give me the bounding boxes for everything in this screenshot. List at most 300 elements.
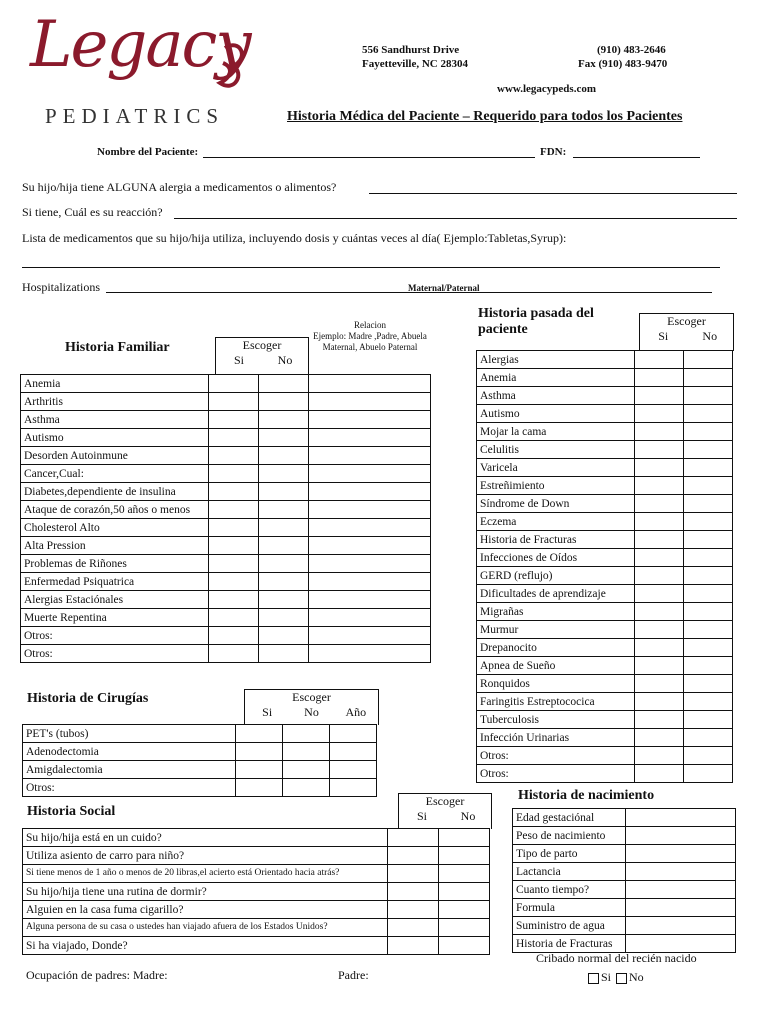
- pasada-item-label: Síndrome de Down: [477, 495, 635, 513]
- familiar-answer-cell[interactable]: [308, 555, 430, 573]
- familiar-item-label: Problemas de Riñones: [21, 555, 209, 573]
- cirugias-row: [23, 761, 377, 779]
- social-answer-cell[interactable]: [438, 901, 489, 919]
- nacimiento-row: [513, 917, 736, 935]
- nacimiento-answer-cell[interactable]: [626, 845, 736, 863]
- pasada-row: [477, 387, 733, 405]
- familiar-answer-cell[interactable]: [258, 627, 308, 645]
- social-answer-cell[interactable]: [387, 883, 438, 901]
- pasada-si: Si: [658, 329, 669, 343]
- familiar-answer-cell[interactable]: [308, 375, 430, 393]
- familiar-answer-cell[interactable]: [258, 447, 308, 465]
- pasada-item-label: Estreñimiento: [477, 477, 635, 495]
- social-row: [23, 847, 490, 865]
- nacimiento-row: [513, 899, 736, 917]
- nacimiento-table: [512, 808, 736, 953]
- familiar-row: [21, 627, 431, 645]
- pasada-row: [477, 567, 733, 585]
- pasada-item-label: Alergias: [477, 351, 635, 369]
- pasada-answer-cell[interactable]: [683, 729, 732, 747]
- pasada-row: [477, 549, 733, 567]
- cirugias-answer-cell[interactable]: [329, 779, 376, 797]
- pasada-item-label: Eczema: [477, 513, 635, 531]
- familiar-row: [21, 429, 431, 447]
- familiar-item-label: Cholesterol Alto: [21, 519, 209, 537]
- pasada-item-label: Tuberculosis: [477, 711, 635, 729]
- legacy-logo-script: Legacy: [30, 8, 250, 82]
- pasada-item-label: Otros:: [477, 747, 635, 765]
- familiar-answer-cell[interactable]: [258, 591, 308, 609]
- pasada-answer-cell[interactable]: [634, 567, 683, 585]
- cribado-no: No: [629, 970, 644, 984]
- familiar-answer-cell[interactable]: [258, 573, 308, 591]
- social-answer-cell[interactable]: [438, 865, 489, 883]
- pasada-row: [477, 675, 733, 693]
- familiar-answer-cell[interactable]: [258, 519, 308, 537]
- nacimiento-answer-cell[interactable]: [626, 935, 736, 953]
- relacion-example: Ejemplo: Madre ,Padre, Abuela Maternal, Abuelo Paternal: [313, 331, 427, 352]
- social-answer-cell[interactable]: [387, 865, 438, 883]
- pasada-answer-cell[interactable]: [683, 369, 732, 387]
- pasada-escoger-box: [639, 313, 734, 351]
- pasada-answer-cell[interactable]: [683, 639, 732, 657]
- familiar-row: [21, 555, 431, 573]
- pasada-answer-cell[interactable]: [683, 675, 732, 693]
- social-answer-cell[interactable]: [438, 829, 489, 847]
- pasada-answer-cell[interactable]: [634, 513, 683, 531]
- familiar-item-label: Anemia: [21, 375, 209, 393]
- pasada-answer-cell[interactable]: [683, 423, 732, 441]
- pasada-answer-cell[interactable]: [683, 351, 732, 369]
- fdn-label: FDN:: [540, 146, 567, 158]
- familiar-item-label: Diabetes,dependiente de insulina: [21, 483, 209, 501]
- familiar-item-label: Cancer,Cual:: [21, 465, 209, 483]
- pasada-answer-cell[interactable]: [634, 531, 683, 549]
- familiar-answer-cell[interactable]: [208, 519, 258, 537]
- nacimiento-item-label: Tipo de parto: [513, 845, 626, 863]
- pasada-answer-cell[interactable]: [634, 477, 683, 495]
- nacimiento-item-label: Lactancia: [513, 863, 626, 881]
- familiar-answer-cell[interactable]: [208, 645, 258, 663]
- familiar-row: [21, 483, 431, 501]
- cribado-si-checkbox[interactable]: [588, 973, 599, 984]
- nacimiento-row: [513, 809, 736, 827]
- pasada-answer-cell[interactable]: [634, 729, 683, 747]
- familiar-answer-cell[interactable]: [258, 609, 308, 627]
- nacimiento-item-label: Suministro de agua: [513, 917, 626, 935]
- social-answer-cell[interactable]: [438, 883, 489, 901]
- familiar-row: [21, 465, 431, 483]
- pasada-item-label: Murmur: [477, 621, 635, 639]
- pasada-escoger: Escoger: [667, 314, 706, 328]
- familiar-answer-cell[interactable]: [258, 375, 308, 393]
- social-table: [22, 828, 490, 955]
- familiar-answer-cell[interactable]: [308, 393, 430, 411]
- cirugias-answer-cell[interactable]: [329, 743, 376, 761]
- social-si: Si: [416, 809, 427, 823]
- social-answer-cell[interactable]: [387, 847, 438, 865]
- cirugias-si: Si: [262, 705, 273, 719]
- pasada-item-label: Otros:: [477, 765, 635, 783]
- pasada-item-label: Ronquidos: [477, 675, 635, 693]
- pasada-item-label: Migrañas: [477, 603, 635, 621]
- hosp-label: Hospitalizations: [22, 280, 100, 294]
- social-item-label: Su hijo/hija está en un cuido?: [23, 829, 388, 847]
- address-line1: 556 Sandhurst Drive: [362, 44, 460, 56]
- familiar-answer-cell[interactable]: [308, 519, 430, 537]
- familiar-item-label: Ataque de corazón,50 años o menos: [21, 501, 209, 519]
- social-no: No: [460, 809, 476, 823]
- familiar-answer-cell[interactable]: [208, 393, 258, 411]
- familiar-answer-cell[interactable]: [258, 483, 308, 501]
- familiar-answer-cell[interactable]: [208, 555, 258, 573]
- maternal-paternal-label: Maternal/Paternal: [408, 283, 480, 293]
- familiar-answer-cell[interactable]: [308, 429, 430, 447]
- pasada-answer-cell[interactable]: [683, 603, 732, 621]
- pasada-row: [477, 585, 733, 603]
- pasada-answer-cell[interactable]: [634, 603, 683, 621]
- pasada-answer-cell[interactable]: [634, 621, 683, 639]
- address-line2: Fayetteville, NC 28304: [362, 58, 468, 70]
- familiar-answer-cell[interactable]: [208, 537, 258, 555]
- social-row: [23, 937, 490, 955]
- social-answer-cell[interactable]: [387, 901, 438, 919]
- familiar-answer-cell[interactable]: [308, 483, 430, 501]
- cribado-si: Si: [601, 970, 612, 984]
- familiar-item-label: Alta Pression: [21, 537, 209, 555]
- familiar-escoger: Escoger: [242, 338, 282, 352]
- cirugias-answer-cell[interactable]: [329, 725, 376, 743]
- familiar-answer-cell[interactable]: [308, 501, 430, 519]
- cirugias-answer-cell[interactable]: [235, 779, 282, 797]
- pasada-row: [477, 765, 733, 783]
- social-row: [23, 919, 490, 937]
- familiar-answer-cell[interactable]: [258, 645, 308, 663]
- cribado-no-checkbox[interactable]: [616, 973, 627, 984]
- allergy-question: Su hijo/hija tiene ALGUNA alergia a medicamentos o alimentos?: [22, 180, 337, 194]
- pasada-answer-cell[interactable]: [683, 657, 732, 675]
- nacimiento-answer-cell[interactable]: [626, 881, 736, 899]
- nacimiento-row: [513, 881, 736, 899]
- familiar-answer-cell[interactable]: [208, 465, 258, 483]
- familiar-answer-cell[interactable]: [208, 483, 258, 501]
- page-title: Historia Médica del Paciente – Requerido para todos los Pacientes: [287, 109, 683, 124]
- pasada-item-label: Varicela: [477, 459, 635, 477]
- cirugias-answer-cell[interactable]: [235, 761, 282, 779]
- pasada-row: [477, 513, 733, 531]
- familiar-answer-cell[interactable]: [258, 537, 308, 555]
- pasada-answer-cell[interactable]: [683, 585, 732, 603]
- pasada-row: [477, 405, 733, 423]
- familiar-answer-cell[interactable]: [208, 609, 258, 627]
- meds-question: Lista de medicamentos que su hijo/hija utiliza, incluyendo dosis y cuántas veces al día( Ejemplo:Tabletas,Syrup):: [22, 231, 567, 245]
- pasada-row: [477, 657, 733, 675]
- familiar-answer-cell[interactable]: [208, 375, 258, 393]
- cribado-label: Cribado normal del recién nacido: [536, 951, 697, 965]
- social-item-label: Alguien en la casa fuma cigarillo?: [23, 901, 388, 919]
- pasada-answer-cell[interactable]: [634, 693, 683, 711]
- familiar-row: [21, 501, 431, 519]
- social-answer-cell[interactable]: [387, 919, 438, 937]
- familiar-si: Si: [233, 353, 244, 367]
- pasada-row: [477, 747, 733, 765]
- pasada-answer-cell[interactable]: [683, 567, 732, 585]
- familiar-item-label: Autismo: [21, 429, 209, 447]
- fax: Fax (910) 483-9470: [578, 58, 668, 70]
- familiar-item-label: Enfermedad Psiquatrica: [21, 573, 209, 591]
- pasada-item-label: Infecciones de Oídos: [477, 549, 635, 567]
- pasada-item-label: Celulitis: [477, 441, 635, 459]
- pasada-answer-cell[interactable]: [634, 675, 683, 693]
- cirugias-no: No: [304, 705, 319, 719]
- cirugias-escoger-box: [244, 689, 379, 725]
- pasada-answer-cell[interactable]: [683, 765, 732, 783]
- pasada-answer-cell[interactable]: [634, 423, 683, 441]
- pasada-answer-cell[interactable]: [634, 747, 683, 765]
- pasada-answer-cell[interactable]: [634, 585, 683, 603]
- cirugias-answer-cell[interactable]: [235, 725, 282, 743]
- familiar-item-label: Otros:: [21, 645, 209, 663]
- social-item-label: Si tiene menos de 1 año o menos de 20 libras,el acierto está Orientado hacia atrás?: [23, 865, 388, 883]
- pasada-answer-cell[interactable]: [634, 495, 683, 513]
- familiar-item-label: Otros:: [21, 627, 209, 645]
- familiar-item-label: Muerte Repentina: [21, 609, 209, 627]
- pasada-row: [477, 369, 733, 387]
- familiar-item-label: Arthritis: [21, 393, 209, 411]
- pasada-answer-cell[interactable]: [634, 765, 683, 783]
- social-answer-cell[interactable]: [438, 847, 489, 865]
- familiar-row: [21, 519, 431, 537]
- pasada-item-label: Historia de Fracturas: [477, 531, 635, 549]
- pasada-row: [477, 423, 733, 441]
- social-row: [23, 865, 490, 883]
- allergy-field[interactable]: [369, 193, 737, 194]
- pasada-answer-cell[interactable]: [683, 477, 732, 495]
- pasada-row: [477, 639, 733, 657]
- familiar-escoger-box: [215, 337, 309, 375]
- pasada-answer-cell[interactable]: [634, 657, 683, 675]
- familiar-answer-cell[interactable]: [208, 591, 258, 609]
- familiar-row: [21, 447, 431, 465]
- familiar-answer-cell[interactable]: [308, 537, 430, 555]
- nacimiento-answer-cell[interactable]: [626, 809, 736, 827]
- reaction-question: Si tiene, Cuál es su reacción?: [22, 205, 163, 219]
- social-answer-cell[interactable]: [438, 919, 489, 937]
- nacimiento-answer-cell[interactable]: [626, 917, 736, 935]
- nacimiento-item-label: Formula: [513, 899, 626, 917]
- pasada-answer-cell[interactable]: [683, 387, 732, 405]
- pasada-item-label: Faringitis Estreptococica: [477, 693, 635, 711]
- pasada-answer-cell[interactable]: [634, 351, 683, 369]
- pasada-answer-cell[interactable]: [683, 459, 732, 477]
- familiar-answer-cell[interactable]: [308, 609, 430, 627]
- pasada-answer-cell[interactable]: [634, 639, 683, 657]
- phone: (910) 483-2646: [597, 44, 666, 56]
- ocupacion-padre: Padre:: [338, 968, 369, 982]
- familiar-row: [21, 591, 431, 609]
- familiar-answer-cell[interactable]: [258, 465, 308, 483]
- pasada-answer-cell[interactable]: [683, 495, 732, 513]
- cribado-options: [586, 970, 644, 985]
- reaction-field[interactable]: [174, 218, 737, 219]
- relacion-title: Relacion: [354, 320, 386, 330]
- familiar-answer-cell[interactable]: [258, 501, 308, 519]
- cirugias-answer-cell[interactable]: [282, 743, 329, 761]
- nacimiento-title: Historia de nacimiento: [518, 788, 655, 803]
- pasada-row: [477, 477, 733, 495]
- pasada-row: [477, 441, 733, 459]
- cirugias-ano: Año: [345, 705, 367, 719]
- nacimiento-row: [513, 863, 736, 881]
- familiar-answer-cell[interactable]: [208, 429, 258, 447]
- cirugias-escoger: Escoger: [292, 690, 331, 704]
- meds-field[interactable]: [22, 267, 720, 268]
- pasada-item-label: Asthma: [477, 387, 635, 405]
- pasada-answer-cell[interactable]: [683, 621, 732, 639]
- cirugias-item-label: Otros:: [23, 779, 236, 797]
- pasada-title: Historia pasada del paciente: [478, 306, 594, 337]
- familiar-answer-cell[interactable]: [258, 411, 308, 429]
- pasada-answer-cell[interactable]: [683, 513, 732, 531]
- cirugias-item-label: Adenodectomia: [23, 743, 236, 761]
- cirugias-table: [22, 724, 377, 797]
- familiar-row: [21, 375, 431, 393]
- pasada-item-label: Infección Urinarias: [477, 729, 635, 747]
- cirugias-item-label: PET's (tubos): [23, 725, 236, 743]
- familiar-row: [21, 573, 431, 591]
- nacimiento-row: [513, 935, 736, 953]
- pasada-row: [477, 621, 733, 639]
- fdn-field[interactable]: [573, 157, 700, 158]
- social-row: [23, 829, 490, 847]
- familiar-answer-cell[interactable]: [308, 465, 430, 483]
- pasada-answer-cell[interactable]: [683, 693, 732, 711]
- pasada-answer-cell[interactable]: [634, 711, 683, 729]
- familiar-answer-cell[interactable]: [308, 627, 430, 645]
- social-escoger: Escoger: [425, 794, 465, 808]
- website: www.legacypeds.com: [497, 83, 596, 95]
- familiar-answer-cell[interactable]: [258, 429, 308, 447]
- social-item-label: Alguna persona de su casa o ustedes han viajado afuera de los Estados Unidos?: [23, 919, 388, 937]
- pasada-answer-cell[interactable]: [634, 405, 683, 423]
- familiar-answer-cell[interactable]: [208, 411, 258, 429]
- pasada-answer-cell[interactable]: [634, 369, 683, 387]
- familiar-answer-cell[interactable]: [208, 501, 258, 519]
- pasada-item-label: Mojar la cama: [477, 423, 635, 441]
- pasada-row: [477, 693, 733, 711]
- pasada-item-label: Apnea de Sueño: [477, 657, 635, 675]
- familiar-answer-cell[interactable]: [208, 573, 258, 591]
- pasada-answer-cell[interactable]: [683, 711, 732, 729]
- familiar-answer-cell[interactable]: [308, 411, 430, 429]
- cirugias-answer-cell[interactable]: [282, 779, 329, 797]
- familiar-row: [21, 609, 431, 627]
- nacimiento-answer-cell[interactable]: [626, 827, 736, 845]
- patient-name-field[interactable]: [203, 157, 535, 158]
- pasada-item-label: Autismo: [477, 405, 635, 423]
- familiar-answer-cell[interactable]: [308, 447, 430, 465]
- nacimiento-item-label: Cuanto tiempo?: [513, 881, 626, 899]
- cirugias-answer-cell[interactable]: [329, 761, 376, 779]
- pasada-answer-cell[interactable]: [683, 549, 732, 567]
- familiar-row: [21, 537, 431, 555]
- social-row: [23, 883, 490, 901]
- familiar-answer-cell[interactable]: [208, 627, 258, 645]
- cirugias-answer-cell[interactable]: [235, 743, 282, 761]
- social-escoger-box: [398, 793, 492, 829]
- pediatrics-logo-text: PEDIATRICS: [45, 104, 225, 128]
- social-item-label: Si ha viajado, Donde?: [23, 937, 388, 955]
- social-answer-cell[interactable]: [387, 829, 438, 847]
- social-answer-cell[interactable]: [387, 937, 438, 955]
- familiar-item-label: Alergias Estaciónales: [21, 591, 209, 609]
- familiar-row: [21, 645, 431, 663]
- familiar-no: No: [277, 353, 293, 367]
- familiar-item-label: Asthma: [21, 411, 209, 429]
- familiar-answer-cell[interactable]: [258, 393, 308, 411]
- familiar-answer-cell[interactable]: [308, 645, 430, 663]
- ocupacion-madre: Ocupación de padres: Madre:: [26, 968, 168, 982]
- cirugias-row: [23, 779, 377, 797]
- cirugias-answer-cell[interactable]: [282, 725, 329, 743]
- pasada-item-label: Drepanocito: [477, 639, 635, 657]
- cirugias-row: [23, 743, 377, 761]
- nacimiento-item-label: Peso de nacimiento: [513, 827, 626, 845]
- pasada-item-label: Anemia: [477, 369, 635, 387]
- familiar-answer-cell[interactable]: [258, 555, 308, 573]
- familiar-row: [21, 393, 431, 411]
- social-answer-cell[interactable]: [438, 937, 489, 955]
- pasada-row: [477, 495, 733, 513]
- pasada-answer-cell[interactable]: [683, 531, 732, 549]
- nacimiento-answer-cell[interactable]: [626, 863, 736, 881]
- social-title: Historia Social: [27, 804, 116, 819]
- pasada-row: [477, 459, 733, 477]
- familiar-answer-cell[interactable]: [208, 447, 258, 465]
- pasada-answer-cell[interactable]: [634, 387, 683, 405]
- pasada-row: [477, 351, 733, 369]
- nacimiento-item-label: Historia de Fracturas: [513, 935, 626, 953]
- social-item-label: Su hijo/hija tiene una rutina de dormir?: [23, 883, 388, 901]
- nacimiento-row: [513, 827, 736, 845]
- cirugias-answer-cell[interactable]: [282, 761, 329, 779]
- nacimiento-item-label: Edad gestaciónal: [513, 809, 626, 827]
- pasada-answer-cell[interactable]: [683, 747, 732, 765]
- pasada-answer-cell[interactable]: [634, 459, 683, 477]
- familiar-answer-cell[interactable]: [308, 591, 430, 609]
- cirugias-title: Historia de Cirugías: [27, 691, 149, 706]
- familiar-item-label: Desorden Autoinmune: [21, 447, 209, 465]
- patient-name-label: Nombre del Paciente:: [97, 146, 199, 158]
- pasada-row: [477, 711, 733, 729]
- pasada-row: [477, 531, 733, 549]
- familiar-title: Historia Familiar: [65, 340, 170, 355]
- pasada-answer-cell[interactable]: [634, 441, 683, 459]
- pasada-row: [477, 729, 733, 747]
- cirugias-item-label: Amigdalectomia: [23, 761, 236, 779]
- nacimiento-answer-cell[interactable]: [626, 899, 736, 917]
- social-row: [23, 901, 490, 919]
- familiar-table: [20, 374, 431, 663]
- pasada-no: No: [702, 329, 718, 343]
- familiar-answer-cell[interactable]: [308, 573, 430, 591]
- pasada-answer-cell[interactable]: [683, 441, 732, 459]
- pasada-item-label: Dificultades de aprendizaje: [477, 585, 635, 603]
- pasada-answer-cell[interactable]: [683, 405, 732, 423]
- pasada-answer-cell[interactable]: [634, 549, 683, 567]
- pasada-item-label: GERD (reflujo): [477, 567, 635, 585]
- cirugias-row: [23, 725, 377, 743]
